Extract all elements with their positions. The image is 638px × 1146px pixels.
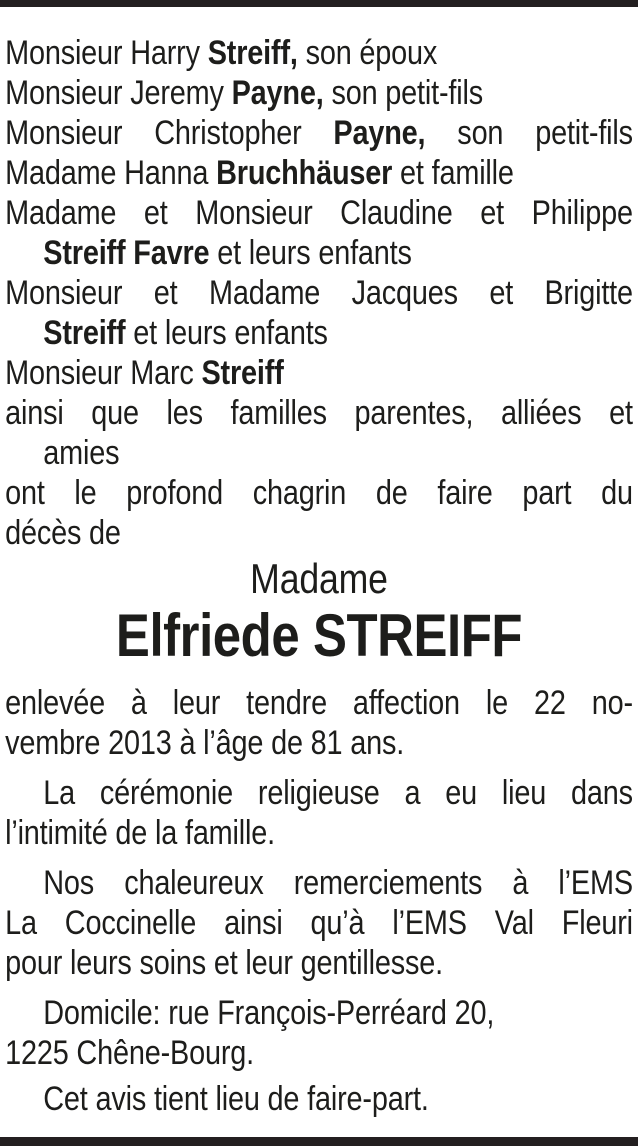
notice-line xyxy=(5,433,633,473)
notice-line xyxy=(5,73,633,113)
text-segment: l’intimité de la famille. xyxy=(5,814,275,852)
text-segment: Madame et Monsieur Claudine et Philippe xyxy=(5,194,633,232)
text-segment: son époux xyxy=(297,34,438,72)
surname-bold: Streiff, xyxy=(207,34,298,72)
notice-line xyxy=(5,1033,633,1073)
text-segment: ont le profond chagrin de faire part du xyxy=(5,474,633,512)
text-segment: Monsieur Jeremy xyxy=(5,74,232,112)
surname-bold: Payne, xyxy=(333,114,426,152)
surname-bold: Streiff Favre xyxy=(43,234,210,272)
notice-line xyxy=(5,393,633,433)
notice-line xyxy=(5,113,633,153)
text-segment: pour leurs soins et leur gentillesse. xyxy=(5,944,443,982)
bottom-rule xyxy=(0,1137,638,1146)
text-segment: Madame Hanna xyxy=(5,154,217,192)
surname-bold: Streiff xyxy=(201,354,284,392)
surname-bold: Streiff xyxy=(43,314,126,352)
text-segment: décès de xyxy=(5,514,121,552)
notice-line xyxy=(5,473,633,513)
text-segment: Monsieur Christopher xyxy=(5,114,334,152)
text-segment: Domicile: rue François-Perréard 20, xyxy=(43,994,495,1032)
notice-line xyxy=(5,353,633,393)
notice-line xyxy=(5,993,633,1033)
family-lines xyxy=(5,33,633,553)
text-segment: et famille xyxy=(392,154,514,192)
text-segment: Nos chaleureux remerciements à l’EMS xyxy=(43,864,633,902)
top-rule xyxy=(0,0,638,7)
notice-line xyxy=(5,153,633,193)
notice-line xyxy=(5,903,633,943)
text-segment: son petit-fils xyxy=(425,114,633,152)
notice-line xyxy=(5,863,633,903)
text-segment: vembre 2013 à l’âge de 81 ans. xyxy=(5,724,405,762)
text-segment: Monsieur Harry xyxy=(5,34,208,72)
surname-bold: Bruchhäuser xyxy=(216,154,393,192)
text-segment: et leurs enfants xyxy=(125,314,328,352)
notice-line xyxy=(5,683,633,723)
text-segment: et leurs enfants xyxy=(209,234,412,272)
notice-line xyxy=(5,193,633,233)
deceased-name: Elfriede STREIFF xyxy=(115,602,523,669)
text-segment: Cet avis tient lieu de faire-part. xyxy=(43,1080,429,1118)
text-segment: La Coccinelle ainsi qu’à l’EMS Val Fleuri xyxy=(5,904,633,942)
notice-line xyxy=(5,773,633,813)
body-lines xyxy=(5,683,633,1119)
text-segment: enlevée à leur tendre affection le 22 no- xyxy=(5,684,633,722)
notice-line xyxy=(5,723,633,763)
notice-line xyxy=(5,1079,633,1119)
text-segment: La cérémonie religieuse a eu lieu dans xyxy=(43,774,633,812)
notice-line xyxy=(5,273,633,313)
text-segment: Monsieur et Madame Jacques et Brigitte xyxy=(5,274,633,312)
notice-line xyxy=(5,33,633,73)
notice-line xyxy=(5,513,633,553)
text-segment: ainsi que les familles parentes, alliées et xyxy=(5,394,633,432)
notice-line xyxy=(5,233,633,273)
civility-title: Madame xyxy=(250,555,388,602)
notice-line xyxy=(5,943,633,983)
notice-line xyxy=(5,813,633,853)
text-segment: amies xyxy=(43,434,120,472)
text-segment: son petit-fils xyxy=(323,74,483,112)
notice-body xyxy=(0,7,638,1119)
text-segment: 1225 Chêne-Bourg. xyxy=(5,1034,254,1072)
surname-bold: Payne, xyxy=(231,74,324,112)
notice-line xyxy=(5,313,633,353)
text-segment: Monsieur Marc xyxy=(5,354,202,392)
